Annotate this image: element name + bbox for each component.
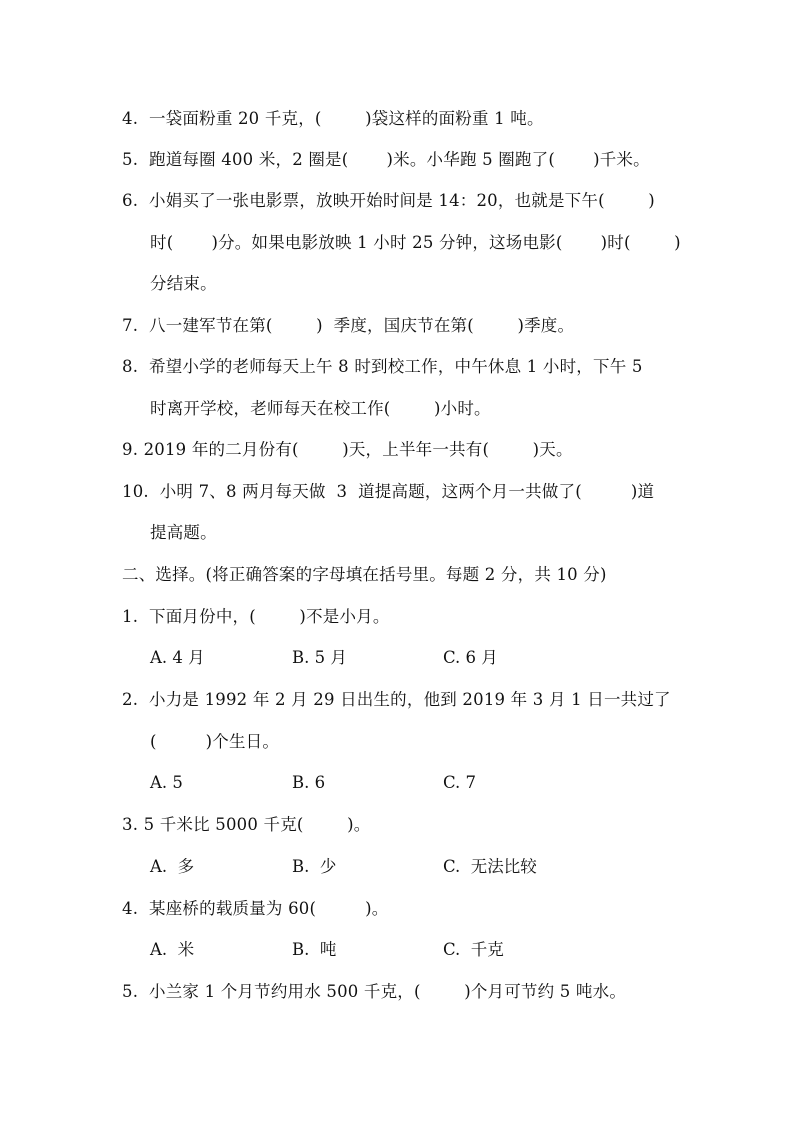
choice-question-2: 2. 小力是 1992 年 2 月 29 日出生的，他到 2019 年 3 月 1 日一共过了 <box>122 690 671 709</box>
question-10: 10. 小明 7、8 两月每天做 3 道提高题，这两个月一共做了( )道 <box>122 482 655 501</box>
choice-2-option-b: B. 6 <box>292 773 326 792</box>
choice-question-4: 4. 某座桥的载质量为 60( )。 <box>122 899 389 918</box>
choice-2-option-a: A. 5 <box>150 773 183 792</box>
question-6: 6. 小娟买了一张电影票，放映开始时间是 14：20，也就是下午( ) <box>122 191 655 210</box>
question-9: 9. 2019 年的二月份有( )天，上半年一共有( )天。 <box>122 440 573 459</box>
choice-1-option-c: C. 6 月 <box>443 648 498 667</box>
question-8: 8. 希望小学的老师每天上午 8 时到校工作，中午休息 1 小时，下午 5 <box>122 357 643 376</box>
choice-1-option-b: B. 5 月 <box>292 648 347 667</box>
choice-question-5: 5. 小兰家 1 个月节约用水 500 千克，( )个月可节约 5 吨水。 <box>122 982 627 1001</box>
choice-4-option-a: A. 米 <box>150 940 195 959</box>
choice-1-option-a: A. 4 月 <box>150 648 205 667</box>
question-6-cont-2: 分结束。 <box>150 274 217 293</box>
question-7: 7. 八一建军节在第( ) 季度，国庆节在第( )季度。 <box>122 316 575 335</box>
choice-3-option-b: B. 少 <box>292 857 337 876</box>
choice-4-option-b: B. 吨 <box>292 940 337 959</box>
choice-2-option-c: C. 7 <box>443 773 477 792</box>
choice-question-1: 1. 下面月份中，( )不是小月。 <box>122 607 390 626</box>
choice-question-3: 3. 5 千米比 5000 千克( )。 <box>122 815 371 834</box>
question-10-cont: 提高题。 <box>150 523 217 542</box>
choice-4-option-c: C. 千克 <box>443 940 504 959</box>
choice-3-option-a: A. 多 <box>150 857 195 876</box>
question-6-cont-1: 时( )分。如果电影放映 1 小时 25 分钟，这场电影( )时( ) <box>150 233 681 252</box>
section-two-heading: 二、选择。(将正确答案的字母填在括号里。每题 2 分，共 10 分) <box>122 565 607 584</box>
choice-question-2-cont: ( )个生日。 <box>150 732 280 751</box>
question-8-cont: 时离开学校，老师每天在校工作( )小时。 <box>150 399 491 418</box>
question-4: 4. 一袋面粉重 20 千克，( )袋这样的面粉重 1 吨。 <box>122 109 544 128</box>
choice-3-option-c: C. 无法比较 <box>443 857 537 876</box>
question-5: 5. 跑道每圈 400 米，2 圈是( )米。小华跑 5 圈跑了( )千米。 <box>122 150 650 169</box>
